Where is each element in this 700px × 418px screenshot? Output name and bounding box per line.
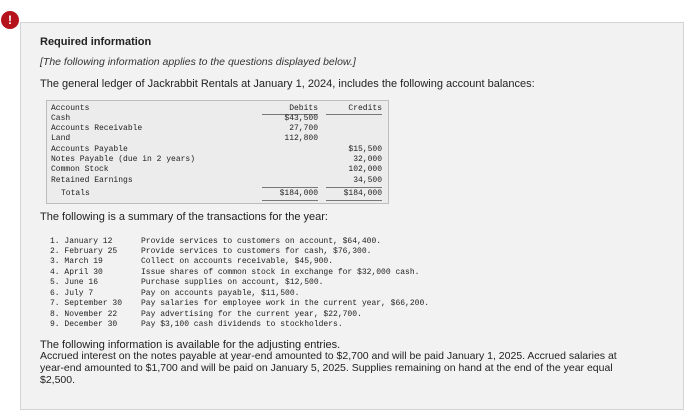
ledger-row-account: Accounts Payable — [51, 145, 128, 154]
ledger-row-debit: 112,800 — [284, 134, 318, 143]
totals-credit: $184,000 — [343, 189, 382, 198]
ledger-row-debit: $43,500 — [284, 114, 318, 123]
credits-double-rule — [326, 200, 382, 201]
transaction-text: Pay $3,100 cash dividends to stockholders. — [141, 320, 343, 329]
ledger-row-account: Notes Payable (due in 2 years) — [51, 155, 196, 164]
page-title: Required information — [40, 36, 152, 48]
subtitle-note: [The following information applies to the questions displayed below.] — [40, 56, 356, 68]
ledger-row-credit: 102,000 — [348, 165, 382, 174]
ledger-row-debit: 27,700 — [289, 124, 318, 133]
debits-total-rule — [262, 187, 318, 188]
transaction-text: Issue shares of common stock in exchange for $32,000 cash. — [141, 268, 420, 277]
transaction-text: Pay salaries for employee work in the current year, $66,200. — [141, 299, 430, 308]
totals-label: Totals — [61, 189, 90, 198]
transaction-text: Collect on accounts receivable, $45,900. — [141, 257, 334, 266]
ledger-row-credit: 34,500 — [353, 176, 382, 185]
credits-total-rule — [326, 187, 382, 188]
transaction-date: 2. February 25 — [50, 247, 118, 256]
credits-header-rule — [326, 114, 382, 115]
ledger-row-account: Accounts Receivable — [51, 124, 143, 133]
transaction-text: Pay advertising for the current year, $22,700. — [141, 310, 362, 319]
debits-header: Debits — [289, 104, 318, 113]
transaction-date: 3. March 19 — [50, 257, 103, 266]
credits-header: Credits — [348, 104, 382, 113]
transaction-date: 4. April 30 — [50, 268, 103, 277]
transaction-date: 6. July 7 — [50, 289, 94, 298]
ledger-table — [46, 100, 389, 204]
ledger-row-account: Retained Earnings — [51, 176, 133, 185]
adjusting-heading: The following information is available for the adjusting entries. — [40, 339, 341, 351]
totals-debit: $184,000 — [279, 189, 318, 198]
ledger-row-credit: 32,000 — [353, 155, 382, 164]
ledger-row-account: Land — [51, 134, 71, 143]
transaction-date: 8. November 22 — [50, 310, 118, 319]
transaction-date: 9. December 30 — [50, 320, 118, 329]
transaction-text: Purchase supplies on account, $12,500. — [141, 278, 324, 287]
transaction-text: Provide services to customers for cash, $76,300. — [141, 247, 372, 256]
transaction-text: Provide services to customers on account, $64,400. — [141, 237, 382, 246]
debits-double-rule — [262, 200, 318, 201]
transaction-date: 5. June 16 — [50, 278, 99, 287]
ledger-row-account: Common Stock — [51, 165, 109, 174]
transaction-date: 7. September 30 — [50, 299, 123, 308]
accounts-header: Accounts — [51, 104, 90, 113]
intro-text: The general ledger of Jackrabbit Rentals at January 1, 2024, includes the following account balances: — [40, 78, 535, 90]
alert-icon: ! — [1, 11, 19, 29]
ledger-row-credit: $15,500 — [348, 145, 382, 154]
ledger-row-account: Cash — [51, 114, 71, 123]
transaction-date: 1. January 12 — [50, 237, 113, 246]
transaction-text: Pay on accounts payable, $11,500. — [141, 289, 300, 298]
summary-heading: The following is a summary of the transactions for the year: — [40, 211, 328, 223]
adjusting-details: Accrued interest on the notes payable at year-end amounted to $2,700 and will be paid January 1, 2025. Accrued salaries at year-end amounted to $1,700 and will be paid on January 5, 2025. Supplies remaining on hand at the end of the year equal $2,500. — [40, 350, 617, 386]
